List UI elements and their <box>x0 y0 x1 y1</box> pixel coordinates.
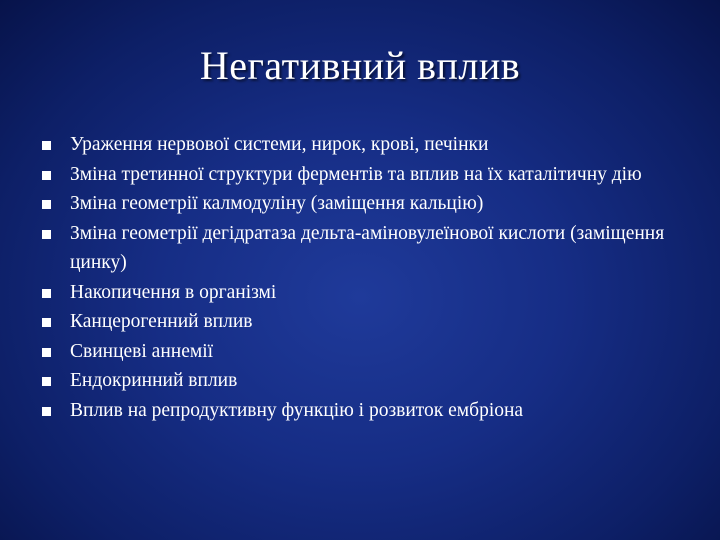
bullet-text: Канцерогенний вплив <box>70 311 253 332</box>
square-bullet-icon <box>42 377 51 386</box>
bullet-text: Зміна геометрії дегідратаза дельта-аміновулеїнової кислоти (заміщення цинку) <box>70 222 665 273</box>
bullet-text: Накопичення в організмі <box>70 281 277 303</box>
bullet-text: Ендокринний вплив <box>70 370 238 391</box>
square-bullet-icon <box>42 171 51 180</box>
bullet-item <box>42 130 682 160</box>
slide-title: Негативний вплив <box>199 43 521 88</box>
square-bullet-icon <box>42 348 51 357</box>
bullet-item <box>42 219 682 278</box>
bullet-item <box>42 278 682 308</box>
bullet-text: Ураження нервової системи, нирок, крові, печінки <box>70 134 489 155</box>
bullet-text: Вплив на репродуктивну функцію і розвиток ембріона <box>70 399 524 421</box>
square-bullet-icon <box>42 141 51 150</box>
bullet-item <box>42 337 682 367</box>
square-bullet-icon <box>42 230 51 239</box>
square-bullet-icon <box>42 289 51 298</box>
bullet-list <box>42 130 682 425</box>
bullet-text: Свинцеві аннемії <box>70 340 214 362</box>
bullet-text: Зміна третинної структури ферментів та вплив на їх каталітичну дію <box>70 163 642 185</box>
bullet-item <box>42 307 682 337</box>
bullet-item <box>42 366 682 396</box>
square-bullet-icon <box>42 200 51 209</box>
bullet-text: Зміна геометрії калмодуліну (заміщення кальцію) <box>70 193 484 214</box>
square-bullet-icon <box>42 318 51 327</box>
bullet-item <box>42 189 682 219</box>
bullet-item <box>42 160 682 190</box>
bullet-item <box>42 396 682 426</box>
square-bullet-icon <box>42 407 51 416</box>
